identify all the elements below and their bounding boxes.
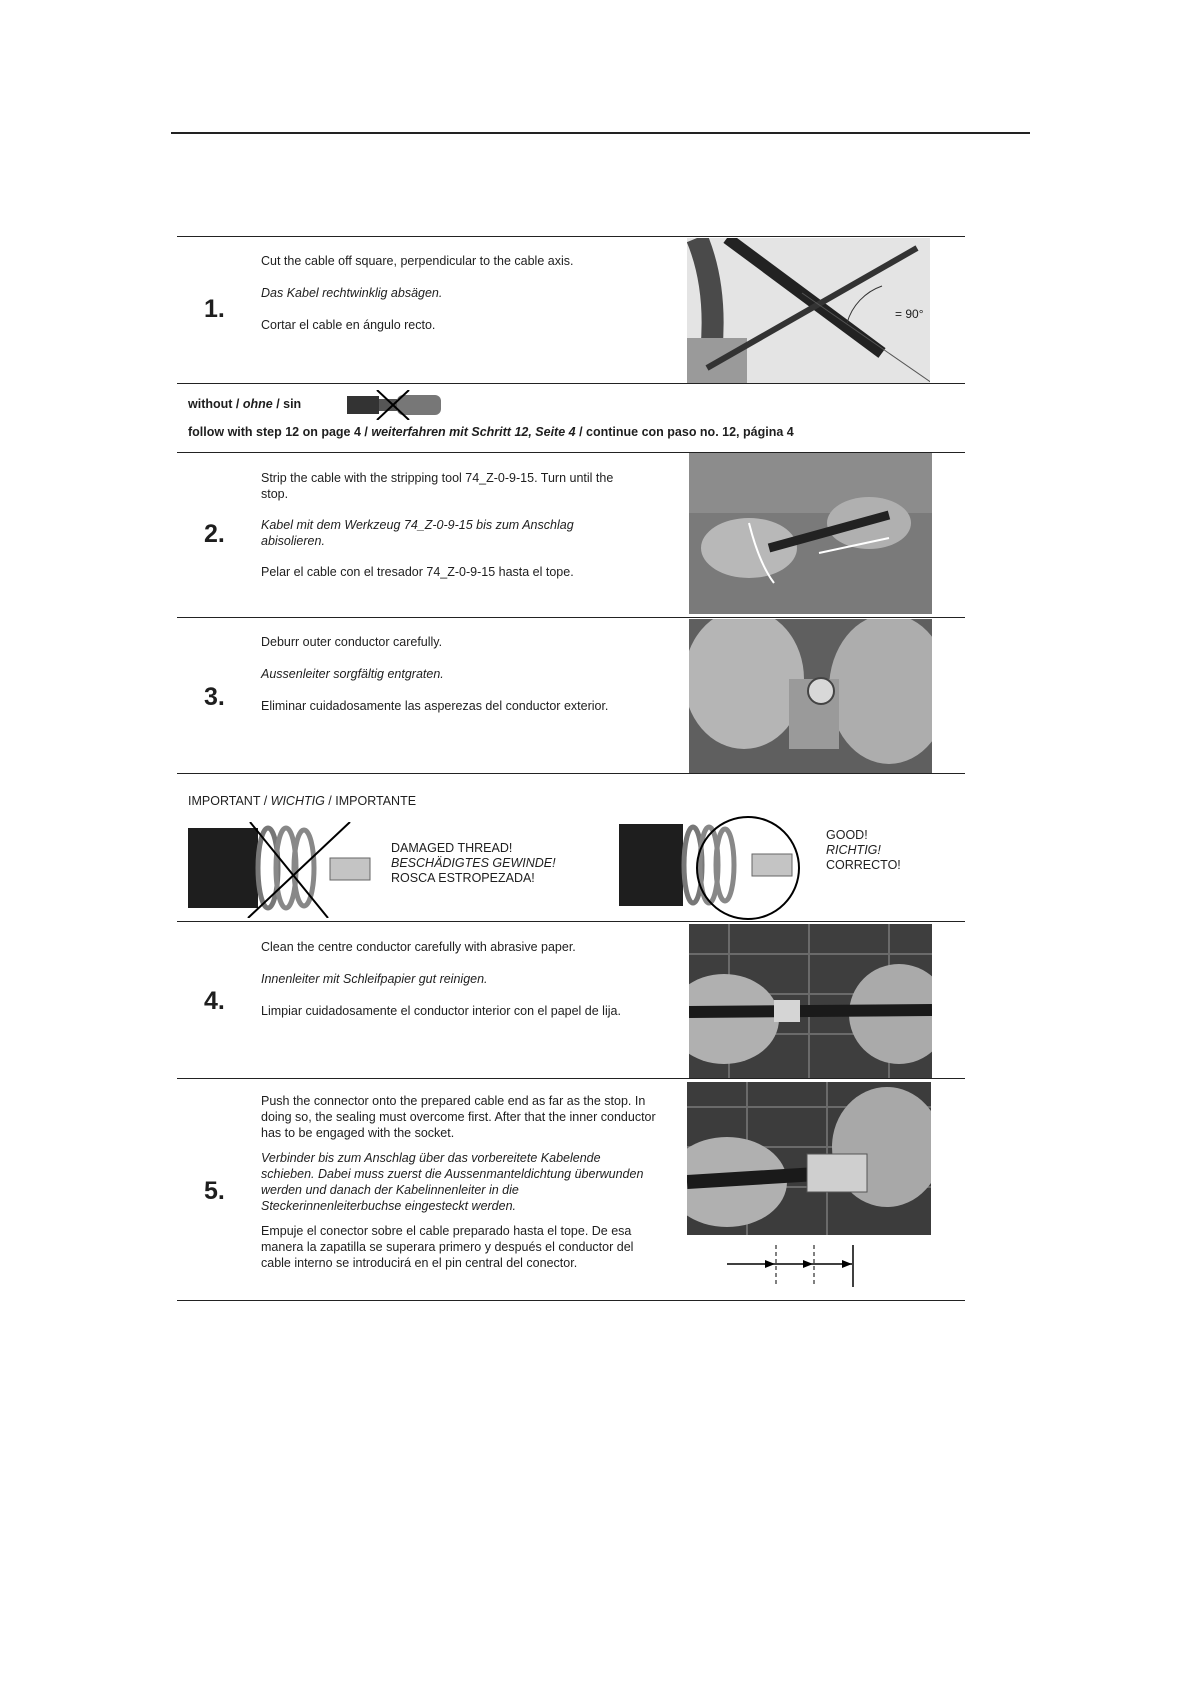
instruction-de: Kabel mit dem Werkzeug 74_Z-0-9-15 bis zum Anschlag abisolieren.	[261, 518, 574, 548]
bad-en: DAMAGED THREAD!	[391, 841, 513, 855]
stripping-tool-image	[689, 453, 932, 614]
instruction-en: Strip the cable with the stripping tool 74_Z-0-9-15. Turn until the stop.	[261, 471, 614, 501]
important-es: / IMPORTANTE	[324, 794, 417, 808]
step-text	[261, 470, 641, 580]
follow-en: follow with step 12 on page 4 /	[188, 425, 372, 439]
important-de: WICHTIG	[270, 794, 325, 808]
without-de: ohne	[242, 397, 273, 411]
instruction-en: Deburr outer conductor carefully.	[261, 635, 443, 649]
instruction-es: Empuje el conector sobre el cable preparado hasta el tope. De esa manera la zapatilla se superara primero y después el conductor del cable interno se introducirá en el pin central del conector.	[261, 1224, 634, 1270]
clean-conductor-image	[689, 924, 932, 1078]
step-text	[261, 634, 641, 714]
separator	[177, 617, 965, 618]
good-en: GOOD!	[826, 828, 868, 842]
important-en: IMPORTANT /	[188, 794, 271, 808]
instruction-de: Verbinder bis zum Anschlag über das vorbereitete Kabelende schieben. Dabei muss zuerst die Aussenmanteldichtung überwunden werden und danach der Kabelinnenleiter in die Steckerinnenleiterbuchse eingesteckt werden.	[261, 1151, 644, 1213]
instruction-en: Push the connector onto the prepared cable end as far as the stop. In doing so, the sealing must overcome first. After that the inner conductor has to be engaged with the socket.	[261, 1094, 656, 1140]
instruction-de: Das Kabel rechtwinklig absägen.	[261, 286, 443, 300]
instruction-de: Innenleiter mit Schleifpapier gut reinigen.	[261, 972, 488, 986]
angle-label: = 90°	[895, 307, 924, 321]
instruction-de: Aussenleiter sorgfältig entgraten.	[261, 667, 444, 681]
step-text	[261, 1093, 656, 1271]
without-en: without /	[188, 397, 243, 411]
separator	[177, 1078, 965, 1079]
crossed-tool-icon	[347, 390, 447, 420]
step-number: 1.	[204, 295, 225, 323]
bad-de: BESCHÄDIGTES GEWINDE!	[391, 856, 556, 870]
separator	[177, 921, 965, 922]
step-number: 5.	[204, 1177, 225, 1205]
step-text	[261, 253, 641, 333]
damaged-thread-image	[188, 822, 378, 918]
important-heading	[188, 793, 416, 809]
good-thread-image	[619, 816, 814, 920]
instruction-es: Cortar el cable en ángulo recto.	[261, 318, 436, 332]
good-thread-label	[826, 828, 901, 873]
instruction-en: Clean the centre conductor carefully with abrasive paper.	[261, 940, 576, 954]
saw-cut-image	[687, 238, 930, 383]
without-es: / sin	[272, 397, 302, 411]
good-es: CORRECTO!	[826, 858, 901, 872]
separator	[177, 236, 965, 237]
separator	[177, 383, 965, 384]
good-de: RICHTIG!	[826, 843, 881, 857]
step-number: 2.	[204, 520, 225, 548]
header-rule	[171, 132, 1030, 134]
step-text	[261, 939, 641, 1019]
damaged-thread-label	[391, 841, 556, 886]
instruction-es: Pelar el cable con el tresador 74_Z-0-9-15 hasta el tope.	[261, 565, 574, 579]
instruction-es: Eliminar cuidadosamente las asperezas del conductor exterior.	[261, 699, 609, 713]
deburr-image	[689, 619, 932, 773]
step-number: 3.	[204, 683, 225, 711]
push-distance-diagram	[727, 1243, 857, 1289]
instruction-en: Cut the cable off square, perpendicular to the cable axis.	[261, 254, 574, 268]
bad-es: ROSCA ESTROPEZADA!	[391, 871, 535, 885]
separator	[177, 773, 965, 774]
step-number: 4.	[204, 987, 225, 1015]
without-label	[188, 396, 301, 412]
push-connector-image	[687, 1082, 931, 1235]
follow-de: weiterfahren mit Schritt 12, Seite 4	[371, 425, 576, 439]
follow-note	[188, 424, 794, 440]
follow-es: / continue con paso no. 12, página 4	[575, 425, 794, 439]
instruction-es: Limpiar cuidadosamente el conductor interior con el papel de lija.	[261, 1004, 621, 1018]
separator	[177, 1300, 965, 1301]
